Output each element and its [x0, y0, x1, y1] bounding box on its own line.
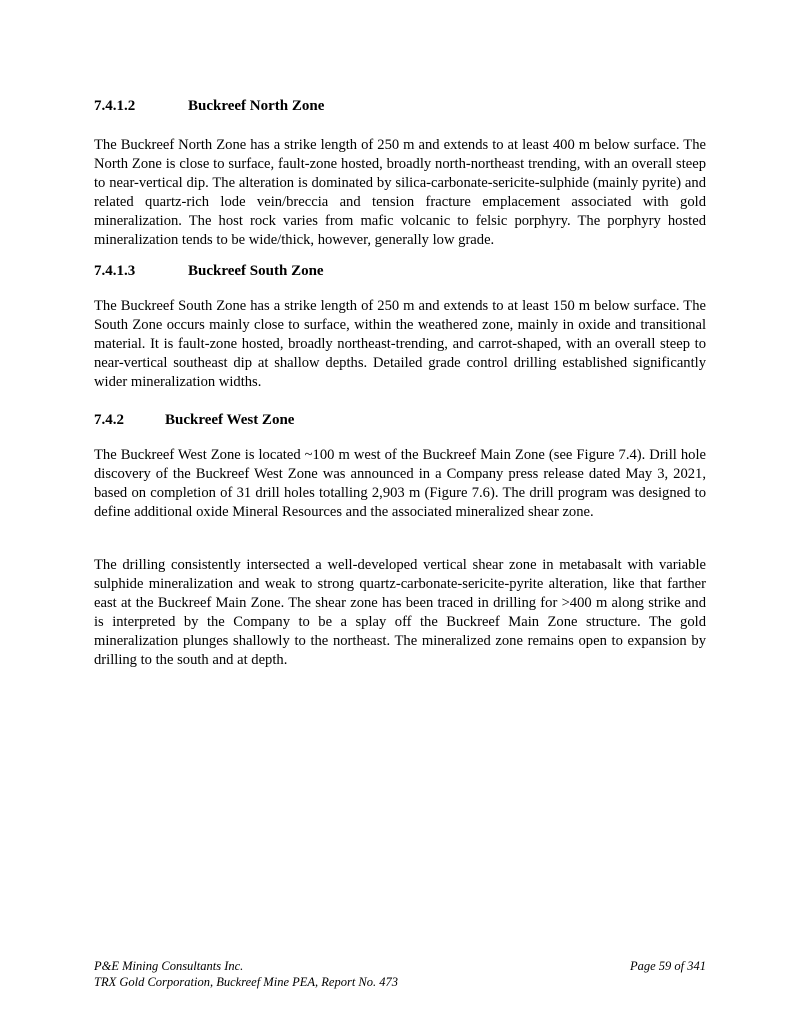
section-title: Buckreef South Zone — [188, 263, 324, 279]
footer-report: TRX Gold Corporation, Buckreef Mine PEA, Report No. 473 — [94, 975, 399, 989]
paragraph-south-zone: The Buckreef South Zone has a strike length of 250 m and extends to at least 150 m below surface. The South Zone occurs mainly close to surface, within the weathered zone, mainly in oxide and transitional material. It is fault-zone hosted, broadly northeast-trending, and carrot-shaped, with an overall steep to near-vertical southeast dip at shallow depths. Detailed grade control drilling established significantly wider mineralization widths. — [94, 298, 706, 390]
section-heading-north-zone — [94, 97, 325, 115]
section-number: 7.4.1.2 — [94, 98, 136, 114]
section-number: 7.4.1.3 — [94, 263, 136, 279]
section-number: 7.4.2 — [94, 412, 124, 428]
section-heading-west-zone — [94, 411, 295, 429]
footer-left — [94, 958, 398, 990]
footer-company: P&E Mining Consultants Inc. — [94, 959, 244, 973]
section-title: Buckreef West Zone — [165, 412, 295, 428]
section-heading-south-zone — [94, 262, 324, 280]
paragraph-west-zone-discovery: The Buckreef West Zone is located ~100 m west of the Buckreef Main Zone (see Figure 7.4). Drill hole discovery of the Buckreef West Zone was announced in a Company press release dated May 3, 2021, based on completion of 31 drill holes totalling 2,903 m (Figure 7.6). The drill program was designed to define additional oxide Mineral Resources and the associated mineralized shear zone. — [94, 447, 706, 520]
footer-page-number: Page 59 of 341 — [629, 959, 706, 973]
section-title: Buckreef North Zone — [188, 98, 325, 114]
paragraph-west-zone-drilling: The drilling consistently intersected a well-developed vertical shear zone in metabasalt with variable sulphide mineralization and weak to strong quartz-carbonate-sericite-pyrite alteration, like that farther east at the Buckreef Main Zone. The shear zone has been traced in drilling for >400 m along strike and is interpreted by the Company to be a splay off the Buckreef Main Zone structure. The gold mineralization plunges shallowly to the northeast. The mineralized zone remains open to expansion by drilling to the south and at depth. — [94, 557, 706, 668]
paragraph-north-zone: The Buckreef North Zone has a strike length of 250 m and extends to at least 400 m below surface. The North Zone is close to surface, fault-zone hosted, broadly north-northeast trending, with an overall steep to near-vertical dip. The alteration is dominated by silica-carbonate-sericite-sulphide (mainly pyrite) and related quartz-rich lode vein/breccia and tension fracture emplacement associated with gold mineralization. The host rock varies from mafic volcanic to felsic porphyry. The porphyry hosted mineralization tends to be wide/thick, however, generally low grade. — [94, 137, 706, 248]
